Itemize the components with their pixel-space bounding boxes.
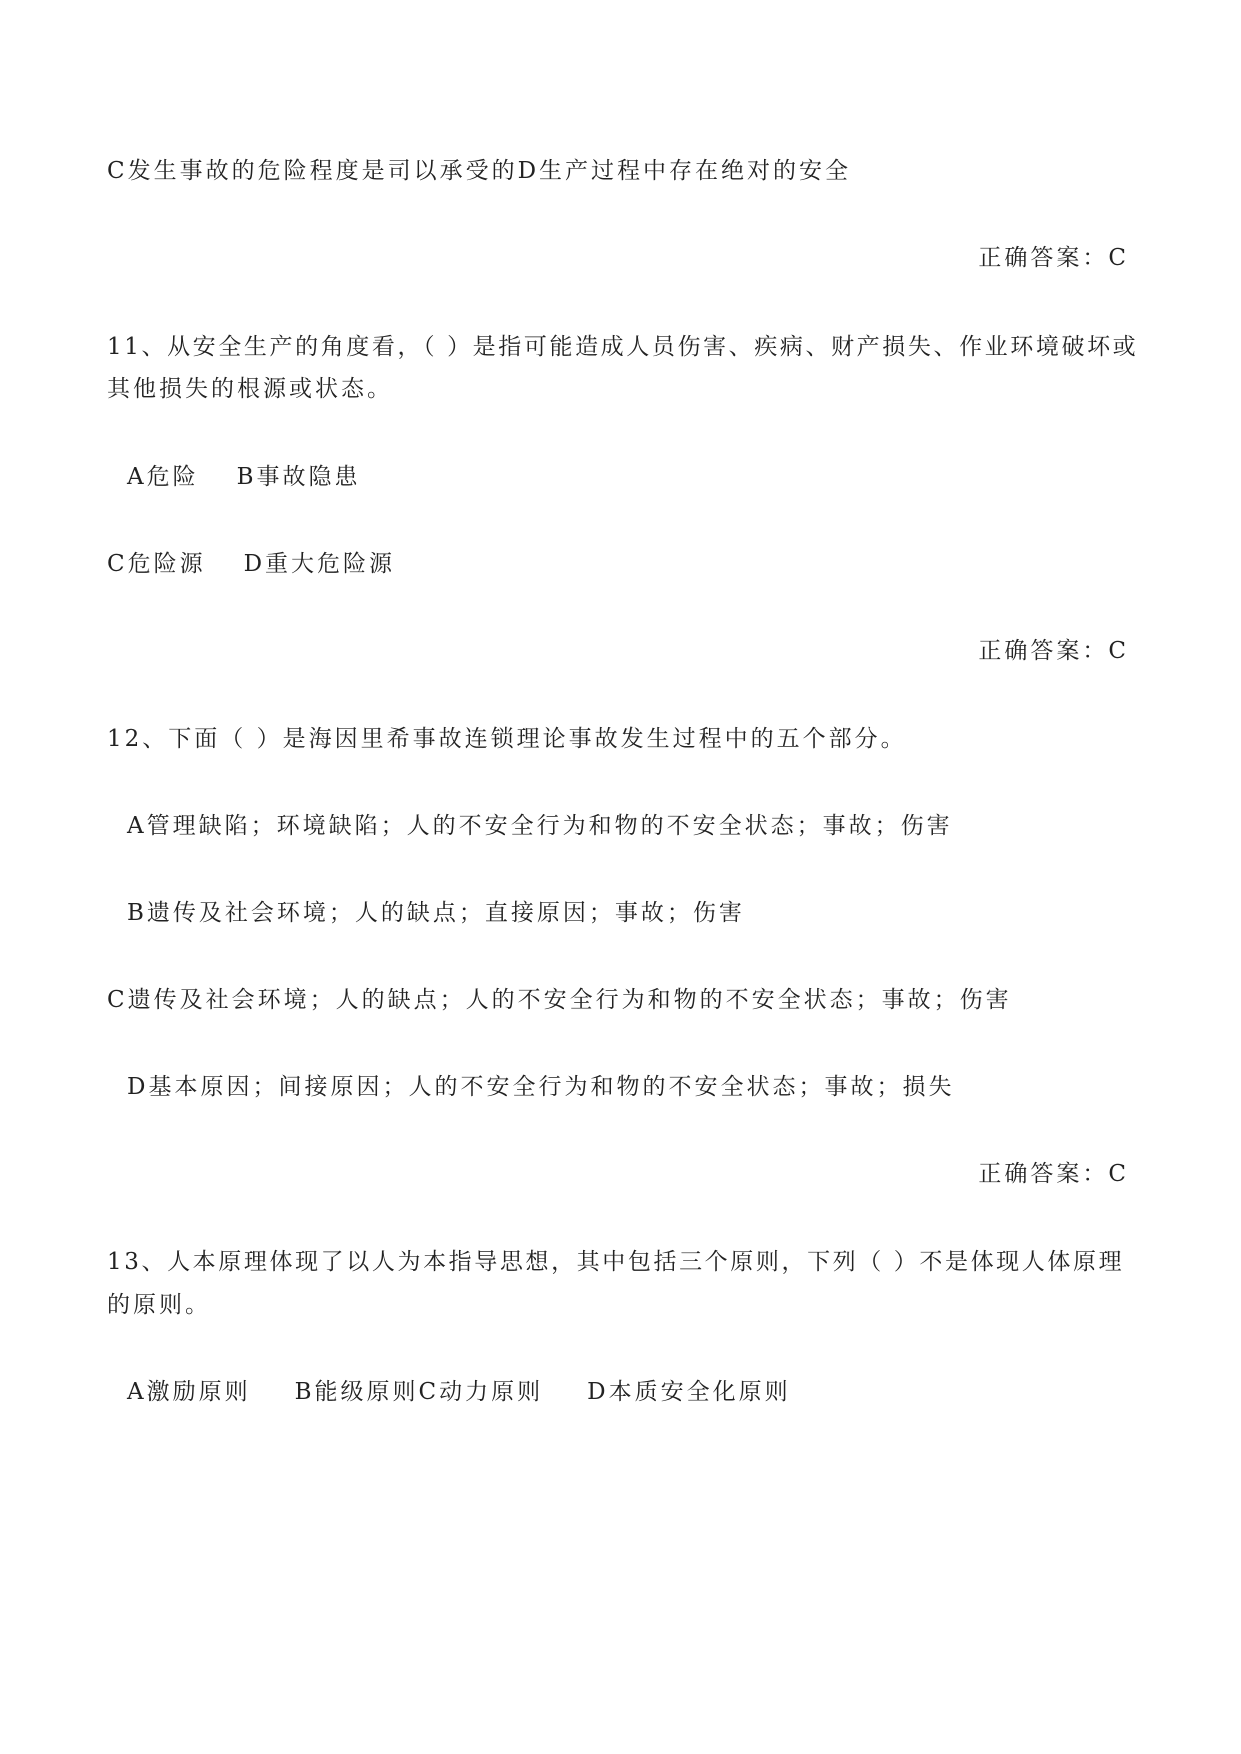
q12-option-c: C遗传及社会环境；人的缺点；人的不安全行为和物的不安全状态；事故；伤害 [107, 987, 1012, 1013]
q13-option-d: D本质安全化原则 [587, 1379, 791, 1405]
q13-option-b: B能级原则 [294, 1379, 419, 1405]
q11-option-a: A危险 [127, 464, 199, 490]
q11-option-c: C危险源 [107, 551, 206, 577]
q11-options-ab [127, 462, 361, 492]
q12-option-b: B遗传及社会环境；人的缺点；直接原因；事故；伤害 [127, 900, 745, 926]
q11-option-b: B事故隐患 [236, 464, 361, 490]
q13-question-line-2: 的原则。 [107, 1292, 211, 1318]
q12-option-d: D基本原因；间接原因；人的不安全行为和物的不安全状态；事故；损失 [127, 1074, 955, 1100]
q12-answer: 正确答案：C [978, 1161, 1129, 1187]
q13-option-c: C动力原则 [418, 1379, 544, 1405]
q10-option-cd: C发生事故的危险程度是司以承受的D生产过程中存在绝对的安全 [107, 158, 852, 184]
q13-question-line-1: 13、人本原理体现了以人为本指导思想，其中包括三个原则，下列（ ）不是体现人体原理 [107, 1249, 1125, 1275]
q11-question-line-2: 其他损失的根源或状态。 [107, 376, 393, 402]
q10-answer: 正确答案：C [978, 245, 1129, 271]
q11-options-cd [107, 549, 395, 579]
q13-option-a: A激励原则 [127, 1379, 251, 1405]
q11-option-d: D重大危险源 [243, 551, 396, 577]
q12-option-a: A管理缺陷；环境缺陷；人的不安全行为和物的不安全状态；事故；伤害 [127, 813, 953, 839]
q10-options-line [107, 156, 851, 186]
q11-question-line-1: 11、从安全生产的角度看，（ ）是指可能造成人员伤害、疾病、财产损失、作业环境破坏或 [107, 334, 1139, 360]
q12-question: 12、下面（ ）是海因里希事故连锁理论事故发生过程中的五个部分。 [107, 726, 907, 752]
q13-options [127, 1377, 791, 1407]
q11-answer: 正确答案：C [978, 638, 1129, 664]
